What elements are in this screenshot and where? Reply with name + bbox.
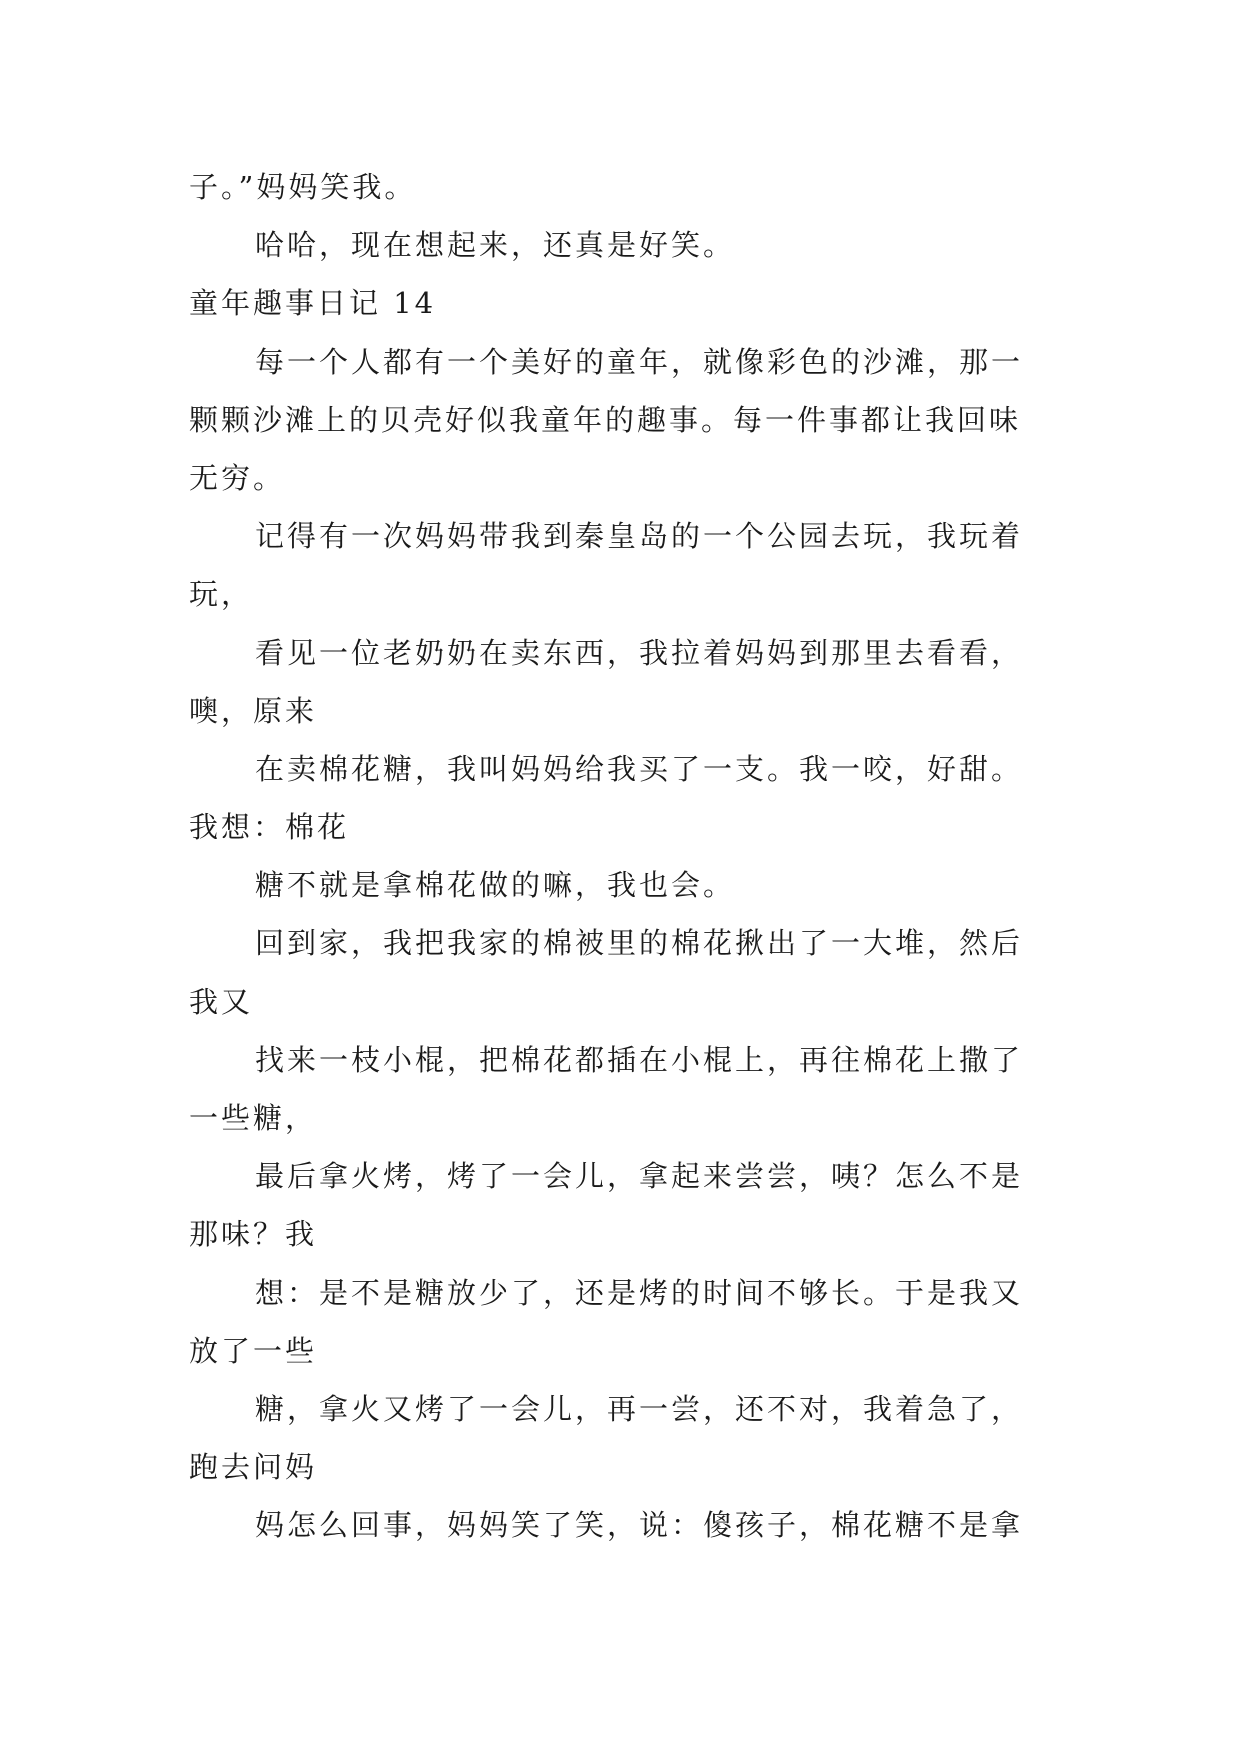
text-line: 妈怎么回事，妈妈笑了笑，说：傻孩子，棉花糖不是拿: [255, 1508, 1024, 1543]
text-line: 一些糖，: [189, 1101, 318, 1135]
document-body: [189, 158, 1069, 1555]
text-line: 最后拿火烤，烤了一会儿，拿起来尝尝，咦？怎么不是: [255, 1159, 1024, 1194]
text-line: 噢，原来: [189, 693, 318, 728]
text-line: 那味？我: [189, 1217, 318, 1252]
text-line: 记得有一次妈妈带我到秦皇岛的一个公园去玩，我玩着: [255, 519, 1024, 554]
text-line: 想：是不是糖放少了，还是烤的时间不够长。于是我又: [255, 1275, 1024, 1310]
text-line: 在卖棉花糖，我叫妈妈给我买了一支。我一咬，好甜。: [255, 751, 1024, 786]
text-line: 每一个人都有一个美好的童年，就像彩色的沙滩，那一: [255, 344, 1024, 379]
text-line: 糖不就是拿棉花做的嘛，我也会。: [255, 868, 736, 903]
text-line: 看见一位老奶奶在卖东西，我拉着妈妈到那里去看看，: [255, 635, 1024, 670]
text-line: 无穷。: [189, 460, 286, 495]
section-heading: 童年趣事日记 14: [189, 286, 437, 321]
text-line: 跑去问妈: [189, 1450, 318, 1485]
text-line: 放了一些: [189, 1333, 318, 1368]
text-line: 玩，: [189, 577, 254, 612]
text-line: 哈哈，现在想起来，还真是好笑。: [255, 228, 736, 263]
text-line: 回到家，我把我家的棉被里的棉花揪出了一大堆，然后: [255, 926, 1024, 961]
text-line: 我想：棉花: [189, 810, 350, 845]
text-line: 糖，拿火又烤了一会儿，再一尝，还不对，我着急了，: [255, 1391, 1024, 1426]
text-line: 找来一枝小棍，把棉花都插在小棍上，再往棉花上撒了: [255, 1042, 1024, 1077]
text-line: 颗颗沙滩上的贝壳好似我童年的趣事。每一件事都让我回味: [189, 402, 1022, 437]
text-line: 子。”妈妈笑我。: [189, 170, 417, 204]
text-line: 我又: [189, 984, 254, 1019]
